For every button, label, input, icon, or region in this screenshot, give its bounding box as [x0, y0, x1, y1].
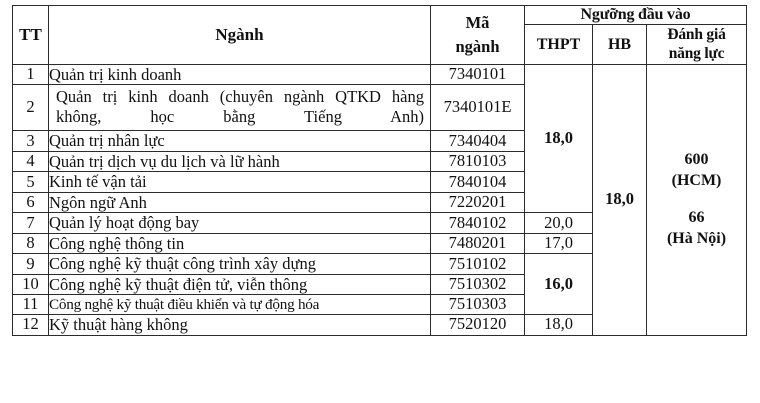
- table-header: [13, 6, 747, 65]
- cell-tt: 8: [13, 233, 49, 253]
- cell-ma-nganh: 7810103: [431, 151, 525, 171]
- cell-nganh: Quản trị dịch vụ du lịch và lữ hành: [49, 151, 431, 171]
- cell-nganh: Quản lý hoạt động bay: [49, 213, 431, 233]
- cell-tt: 12: [13, 315, 49, 335]
- cell-thpt-row-8: 17,0: [525, 233, 593, 253]
- cell-tt: 6: [13, 192, 49, 212]
- dgnl-score-hanoi: 66: [688, 208, 705, 226]
- cell-ma-nganh: 7220201: [431, 192, 525, 212]
- cell-ma-nganh: 7510102: [431, 254, 525, 274]
- cell-thpt-row-7: 20,0: [525, 213, 593, 233]
- cell-tt: 9: [13, 254, 49, 274]
- cell-tt: 3: [13, 131, 49, 151]
- header-ma-nganh-line1: Mã: [465, 12, 490, 32]
- cell-tt: 11: [13, 295, 49, 315]
- cell-tt: 1: [13, 64, 49, 84]
- header-row-1: [13, 6, 747, 25]
- dgnl-spacer: [647, 192, 746, 208]
- cell-ma-nganh: 7840104: [431, 172, 525, 192]
- cell-nganh: Công nghệ kỹ thuật công trình xây dựng: [49, 254, 431, 274]
- cell-nganh: Công nghệ kỹ thuật điều khiển và tự động hóa: [49, 295, 431, 315]
- cell-ma-nganh: 7480201: [431, 233, 525, 253]
- cell-ma-nganh: 7340404: [431, 131, 525, 151]
- cell-nganh: Ngôn ngữ Anh: [49, 192, 431, 212]
- table-row: [13, 64, 747, 84]
- cell-nganh: Quản trị kinh doanh: [49, 64, 431, 84]
- header-hb: HB: [593, 25, 647, 65]
- cell-nganh: Quản trị nhân lực: [49, 131, 431, 151]
- cell-tt: 7: [13, 213, 49, 233]
- header-nguong-dau-vao: Ngưỡng đầu vào: [525, 6, 747, 25]
- header-danh-gia-nang-luc: [647, 25, 747, 65]
- header-tt: TT: [13, 6, 49, 65]
- cell-ma-nganh: 7340101: [431, 64, 525, 84]
- header-nganh: Ngành: [49, 6, 431, 65]
- cell-nganh: Kinh tế vận tải: [49, 172, 431, 192]
- admission-threshold-table: [12, 5, 747, 336]
- cell-thpt-rows-9-11: 16,0: [525, 254, 593, 315]
- dgnl-label-hanoi: (Hà Nội): [666, 229, 727, 247]
- cell-nganh: Quản trị kinh doanh (chuyên ngành QTKD hàng không, học bằng Tiếng Anh): [49, 85, 431, 131]
- cell-ma-nganh: 7510303: [431, 295, 525, 315]
- dgnl-score-hcm: 600: [684, 151, 709, 169]
- header-ma-nganh: [431, 6, 525, 65]
- cell-ma-nganh: 7510302: [431, 274, 525, 294]
- cell-tt: 5: [13, 172, 49, 192]
- dgnl-label-hcm: (HCM): [671, 171, 722, 189]
- cell-tt: 10: [13, 274, 49, 294]
- cell-ma-nganh: 7340101E: [431, 85, 525, 131]
- header-danh-gia-line2: năng lực: [668, 45, 725, 63]
- cell-hb: 18,0: [593, 64, 647, 335]
- cell-nganh: Công nghệ thông tin: [49, 233, 431, 253]
- header-thpt: THPT: [525, 25, 593, 65]
- cell-ma-nganh: 7840102: [431, 213, 525, 233]
- cell-thpt-row-12: 18,0: [525, 315, 593, 335]
- table-body: [13, 64, 747, 335]
- cell-tt: 4: [13, 151, 49, 171]
- cell-tt: 2: [13, 85, 49, 131]
- cell-nganh: Công nghệ kỹ thuật điện tử, viễn thông: [49, 274, 431, 294]
- cell-nganh: Kỹ thuật hàng không: [49, 315, 431, 335]
- cell-danh-gia-nang-luc: [647, 64, 747, 335]
- cell-thpt-rows-1-6: 18,0: [525, 64, 593, 213]
- header-danh-gia-line1: Đánh giá: [667, 26, 726, 43]
- cell-ma-nganh: 7520120: [431, 315, 525, 335]
- header-ma-nganh-line2: ngành: [455, 36, 500, 56]
